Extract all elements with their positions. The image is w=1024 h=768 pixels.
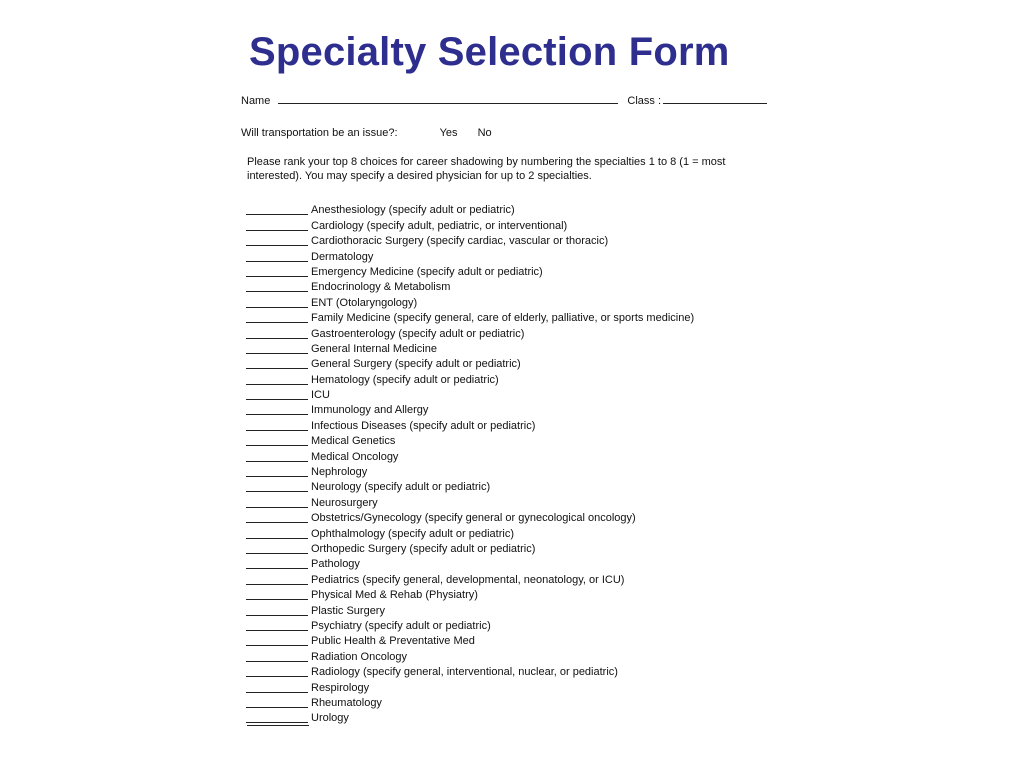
rank-input-blank[interactable] <box>246 698 308 708</box>
specialty-label: Obstetrics/Gynecology (specify general or gynecological oncology) <box>311 512 636 525</box>
name-field[interactable] <box>278 94 618 104</box>
specialty-label: Respirology <box>311 681 370 694</box>
rank-input-blank[interactable] <box>246 621 308 631</box>
specialty-label: Cardiothoracic Surgery (specify cardiac, vascular or thoracic) <box>311 235 609 248</box>
specialty-label: Pediatrics (specify general, developmental, neonatology, or ICU) <box>311 573 625 586</box>
rank-input-blank[interactable] <box>246 559 308 569</box>
rank-input-blank[interactable] <box>246 205 308 215</box>
rank-input-blank[interactable] <box>246 467 308 477</box>
specialty-label: Medical Genetics <box>311 435 396 448</box>
rank-input-blank[interactable] <box>246 313 308 323</box>
rank-input-blank[interactable] <box>246 667 308 677</box>
specialty-row <box>246 678 694 693</box>
specialty-label: General Internal Medicine <box>311 342 437 355</box>
specialty-row <box>246 216 694 231</box>
specialty-row <box>246 416 694 431</box>
specialty-row <box>246 432 694 447</box>
name-label: Name <box>241 95 271 107</box>
specialty-label: Urology <box>311 712 349 725</box>
specialty-row <box>246 586 694 601</box>
specialty-label: General Surgery (specify adult or pediatric) <box>311 358 521 371</box>
specialty-row <box>246 709 694 724</box>
specialty-label: Dermatology <box>311 250 374 263</box>
rank-input-blank[interactable] <box>246 267 308 277</box>
rank-input-blank[interactable] <box>246 683 308 693</box>
specialty-row <box>246 478 694 493</box>
rank-input-blank[interactable] <box>246 221 308 231</box>
rank-input-blank[interactable] <box>246 405 308 415</box>
specialty-label: Orthopedic Surgery (specify adult or pediatric) <box>311 542 536 555</box>
specialty-row <box>246 293 694 308</box>
specialty-label: Ophthalmology (specify adult or pediatric) <box>311 527 514 540</box>
specialty-label: Pathology <box>311 558 360 571</box>
specialty-label: Hematology (specify adult or pediatric) <box>311 373 499 386</box>
specialty-row <box>246 601 694 616</box>
rank-input-blank[interactable] <box>246 236 308 246</box>
rank-input-blank[interactable] <box>246 575 308 585</box>
rank-input-blank[interactable] <box>246 359 308 369</box>
specialty-label: Neurology (specify adult or pediatric) <box>311 481 491 494</box>
specialty-label: Cardiology (specify adult, pediatric, or interventional) <box>311 219 568 232</box>
rank-input-blank[interactable] <box>246 713 308 723</box>
specialty-row <box>246 309 694 324</box>
specialty-row <box>246 401 694 416</box>
specialty-label: ICU <box>311 389 330 402</box>
rank-input-blank[interactable] <box>246 436 308 446</box>
specialty-row <box>246 263 694 278</box>
specialty-label: Neurosurgery <box>311 496 378 509</box>
rank-input-blank[interactable] <box>246 529 308 539</box>
rank-input-blank[interactable] <box>246 636 308 646</box>
specialty-row <box>246 663 694 678</box>
specialty-label: Anesthesiology (specify adult or pediatric) <box>311 204 515 217</box>
specialty-label: Physical Med & Rehab (Physiatry) <box>311 589 478 602</box>
specialty-row <box>246 555 694 570</box>
specialty-row <box>246 340 694 355</box>
rank-input-blank[interactable] <box>246 482 308 492</box>
specialty-row <box>246 694 694 709</box>
specialty-row <box>246 232 694 247</box>
rank-input-blank[interactable] <box>246 390 308 400</box>
rank-input-blank[interactable] <box>246 652 308 662</box>
rank-input-blank[interactable] <box>246 421 308 431</box>
specialty-label: Radiation Oncology <box>311 650 408 663</box>
transport-question: Will transportation be an issue?: <box>241 127 398 139</box>
specialty-row <box>246 447 694 462</box>
rank-input-blank[interactable] <box>246 252 308 262</box>
specialty-row <box>246 324 694 339</box>
specialty-label: Plastic Surgery <box>311 604 385 617</box>
specialty-label: Nephrology <box>311 466 368 479</box>
specialty-row <box>246 540 694 555</box>
specialty-row <box>246 509 694 524</box>
specialty-label: Medical Oncology <box>311 450 399 463</box>
specialty-row <box>246 632 694 647</box>
rank-input-blank[interactable] <box>246 298 308 308</box>
specialty-row <box>246 278 694 293</box>
specialty-row <box>246 570 694 585</box>
instructions-text: Please rank your top 8 choices for career shadowing by numbering the specialties 1 to 8 (1 = most interested). You may specify a desired physician for up to 2 specialties. <box>247 156 726 182</box>
specialty-list <box>246 201 694 724</box>
specialty-row <box>246 524 694 539</box>
rank-input-blank[interactable] <box>246 606 308 616</box>
transport-row <box>241 127 492 139</box>
specialty-row <box>246 370 694 385</box>
specialty-label: Radiology (specify general, interventional, nuclear, or pediatric) <box>311 666 618 679</box>
rank-input-blank[interactable] <box>246 513 308 523</box>
specialty-row <box>246 647 694 662</box>
specialty-label: Gastroenterology (specify adult or pediatric) <box>311 327 525 340</box>
specialty-row <box>246 617 694 632</box>
no-option[interactable]: No <box>477 127 492 139</box>
specialty-label: Family Medicine (specify general, care of elderly, palliative, or sports medicine) <box>311 312 695 325</box>
specialty-label: Endocrinology & Metabolism <box>311 281 451 294</box>
specialty-label: ENT (Otolaryngology) <box>311 296 418 309</box>
specialty-row <box>246 386 694 401</box>
rank-input-blank[interactable] <box>246 452 308 462</box>
specialty-label: Emergency Medicine (specify adult or pediatric) <box>311 265 543 278</box>
specialty-label: Immunology and Allergy <box>311 404 429 417</box>
page-title: Specialty Selection Form <box>249 30 730 74</box>
name-class-row <box>241 94 767 107</box>
specialty-row <box>246 355 694 370</box>
specialty-row <box>246 463 694 478</box>
specialty-label: Psychiatry (specify adult or pediatric) <box>311 619 491 632</box>
yes-option[interactable]: Yes <box>439 127 458 139</box>
specialty-label: Infectious Diseases (specify adult or pediatric) <box>311 419 536 432</box>
class-label: Class : <box>627 95 662 107</box>
rank-input-blank[interactable] <box>246 544 308 554</box>
extra-rank-blank[interactable] <box>247 725 309 726</box>
rank-input-blank[interactable] <box>246 329 308 339</box>
specialty-row <box>246 247 694 262</box>
specialty-label: Rheumatology <box>311 696 382 709</box>
specialty-label: Public Health & Preventative Med <box>311 635 475 648</box>
rank-input-blank[interactable] <box>246 375 308 385</box>
rank-input-blank[interactable] <box>246 498 308 508</box>
class-field[interactable] <box>663 94 767 104</box>
rank-input-blank[interactable] <box>246 344 308 354</box>
specialty-row <box>246 493 694 508</box>
rank-input-blank[interactable] <box>246 282 308 292</box>
specialty-row <box>246 201 694 216</box>
rank-input-blank[interactable] <box>246 590 308 600</box>
